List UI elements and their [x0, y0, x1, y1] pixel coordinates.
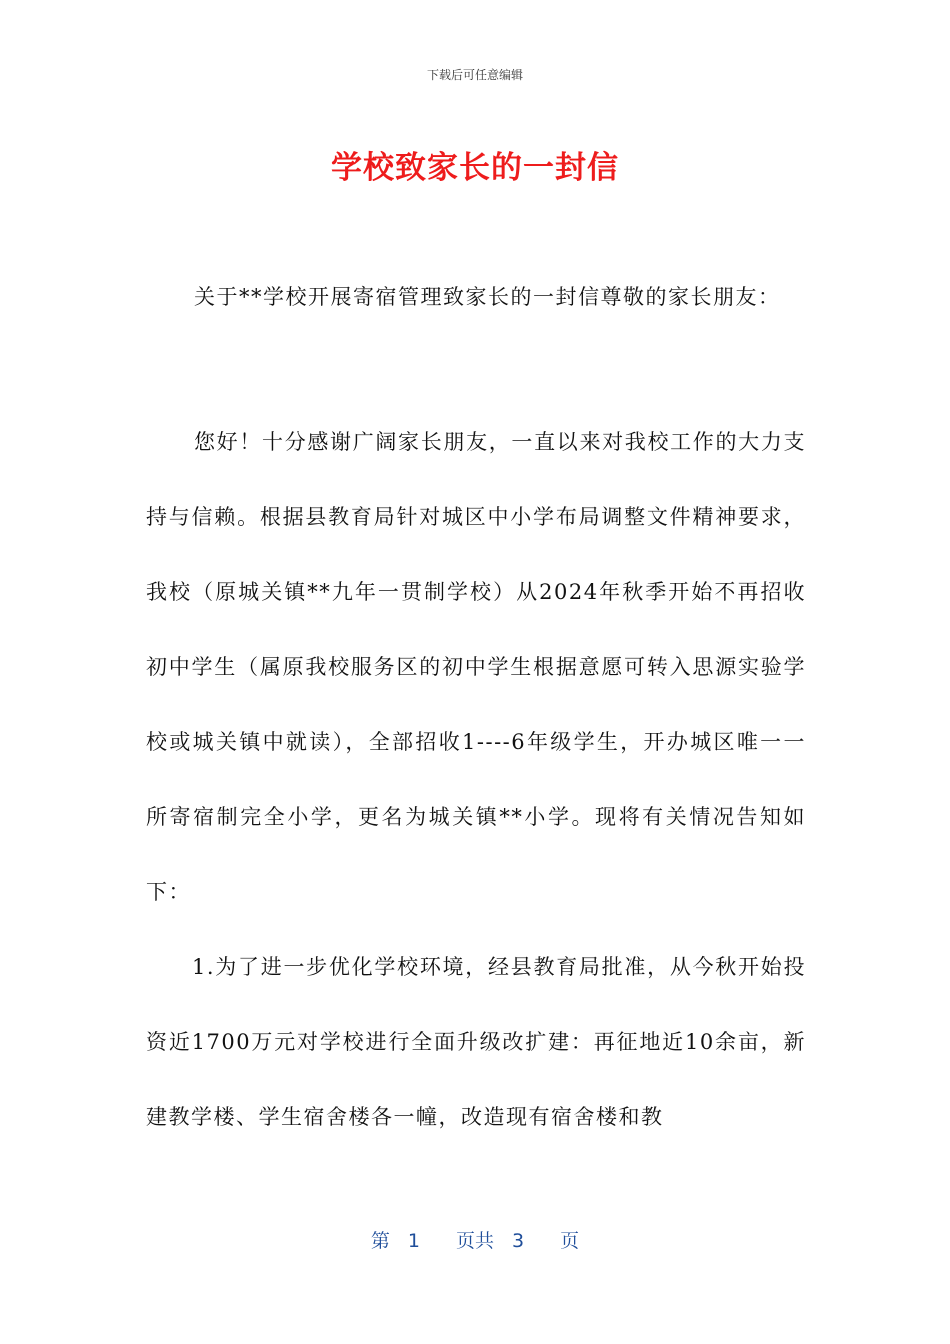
paragraph-item-1: 1.为了进一步优化学校环境，经县教育局批准，从今秋开始投资近1700万元对学校进行全面升级改扩建：再征地近10余亩，新建教学楼、学生宿舍楼各一幢，改造现有宿舍楼和教: [146, 955, 806, 1129]
document-title: 学校致家长的一封信: [331, 150, 619, 186]
footer-current-page: 1: [407, 1230, 420, 1252]
paragraph-intro: 关于**学校开展寄宿管理致家长的一封信尊敬的家长朋友：: [194, 285, 781, 309]
footer-total-pages: 3: [512, 1230, 525, 1252]
paragraph-greeting: 您好！十分感谢广阔家长朋友，一直以来对我校工作的大力支持与信赖。根据县教育局针对城区中小学布局调整文件精神要求，我校（原城关镇**九年一贯制学校）从2024年秋季开始不再招收初中学生（属原我校服务区的初中学生根据意愿可转入思源实验学校或城关镇中就读），全部招收1----6年级学生，开办城区唯一一所寄宿制完全小学，更名为城关镇**小学。现将有关情况告知如下：: [146, 430, 806, 904]
footer-middle: 页共: [455, 1230, 494, 1252]
footer-prefix: 第: [370, 1230, 390, 1252]
page-footer: [0, 1226, 950, 1253]
header-note: 下载后可任意编辑: [426, 68, 523, 82]
footer-suffix: 页: [560, 1230, 580, 1252]
